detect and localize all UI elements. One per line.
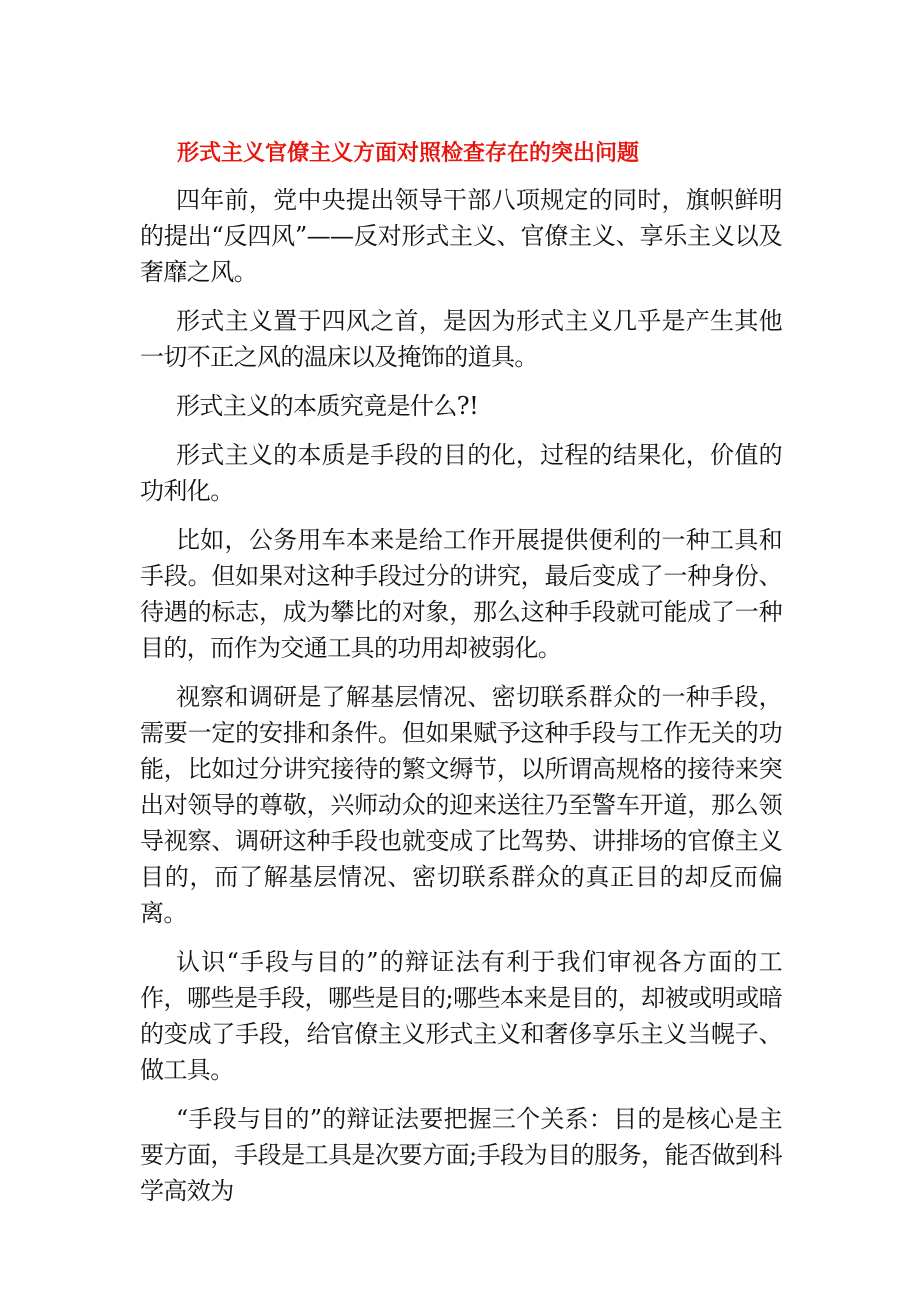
paragraph: 形式主义置于四风之首，是因为形式主义几乎是产生其他一切不正之风的温床以及掩饰的道具。 (140, 307, 782, 371)
paragraph: 视察和调研是了解基层情况、密切联系群众的一种手段，需要一定的安排和条件。但如果赋予这种手段与工作无关的功能，比如过分讲究接待的繁文缛节，以所谓高规格的接待来突出对领导的尊敬，兴师动众的迎来送往乃至警车开道，那么领导视察、调研这种手段也就变成了比驾势、讲排场的官僚主义目的，而了解基层情况、密切联系群众的真正目的却反而偏离。 (140, 683, 782, 927)
document-body (140, 182, 782, 1222)
paragraph: 形式主义的本质是手段的目的化，过程的结果化，价值的功利化。 (140, 441, 782, 505)
paragraph: 比如，公务用车本来是给工作开展提供便利的一种工具和手段。但如果对这种手段过分的讲究，最后变成了一种身份、待遇的标志，成为攀比的对象，那么这种手段就可能成了一种目的，而作为交通工具的功用却被弱化。 (140, 526, 782, 662)
paragraph: 形式主义的本质究竟是什么?! (176, 392, 479, 420)
document-title: 形式主义官僚主义方面对照检查存在的突出问题 (177, 140, 640, 166)
paragraph: 认识“手段与目的”的辩证法有利于我们审视各方面的工作，哪些是手段，哪些是目的;哪些本来是目的，却被或明或暗的变成了手段，给官僚主义形式主义和奢侈享乐主义当幌子、做工具。 (140, 948, 782, 1084)
paragraph: “手段与目的”的辩证法要把握三个关系：目的是核心是主要方面，手段是工具是次要方面;手段为目的服务，能否做到科学高效为 (140, 1105, 782, 1205)
paragraph: 四年前，党中央提出领导干部八项规定的同时，旗帜鲜明的提出“反四风”——反对形式主义、官僚主义、享乐主义以及奢靡之风。 (140, 186, 782, 286)
